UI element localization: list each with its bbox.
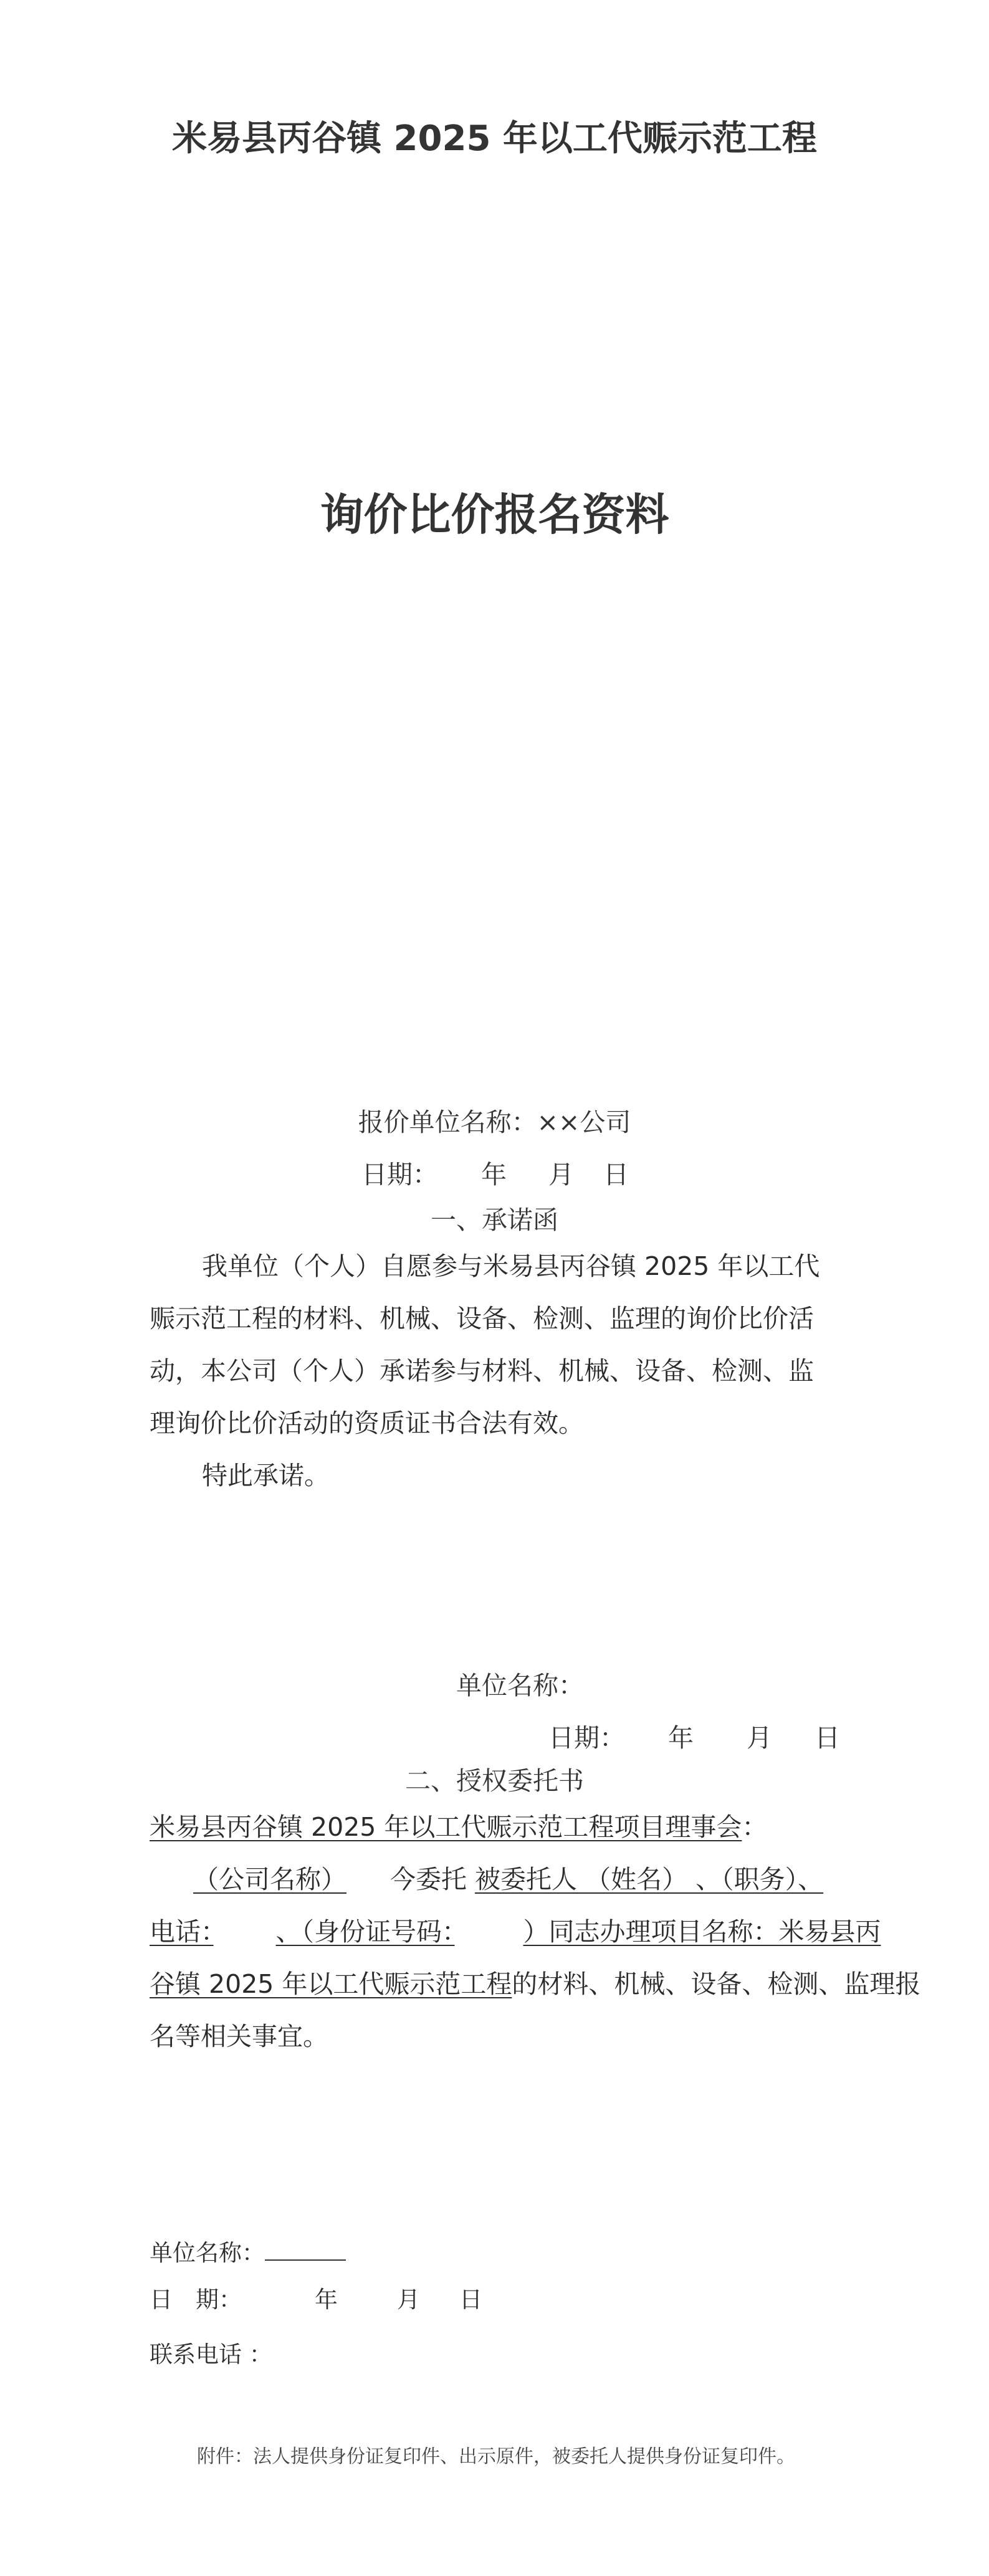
authorization-unit-row [150,2234,346,2268]
authorization-date-year: 年 [315,2286,338,2313]
commitment-heading: 一、承诺函 [431,1205,558,1235]
project-title: 米易县丙谷镇 2025 年以工代赈示范工程 [172,118,817,159]
commitment-para-line-2: 赈示范工程的材料、机械、设备、检测、监理的询价比价活 [150,1304,814,1333]
commitment-date-month: 月 [747,1723,772,1753]
bidder-unit-name: 报价单位名称：××公司 [358,1107,631,1137]
authorization-line-1 [150,1853,823,1906]
addressee-name: 米易县丙谷镇 2025 年以工代赈示范工程项目理事会 [150,1812,742,1842]
attachment-note: 附件：法人提供身份证复印件、出示原件，被委托人提供身份证复印件。 [197,2446,795,2468]
authorization-date-month: 月 [397,2286,420,2313]
commitment-para-line-3: 动，本公司（个人）承诺参与材料、机械、设备、检测、监 [150,1356,814,1386]
agent-info-blank: 被委托人 （姓名） 、（职务）、 [475,1864,824,1894]
authorization-line-3 [150,1958,920,2010]
unit-name-blank [265,2238,346,2261]
authorization-heading: 二、授权委托书 [405,1766,584,1796]
document-title: 询价比价报名资料 [320,489,669,540]
authorization-addressee [150,1801,767,1853]
cover-date-label: 日期： [361,1160,438,1190]
project-name-part-a: 米易县丙 [778,1917,881,1947]
authorization-line-2 [150,1906,881,1958]
authorization-phone-label: 联系电话 ： [150,2341,272,2368]
cover-date-month: 月 [548,1160,574,1190]
company-name-blank: （公司名称） [193,1864,346,1894]
id-close-text: ）同志办理项目名称： [523,1917,779,1947]
cover-date-day: 日 [603,1160,629,1190]
commitment-para-line-4: 理询价比价活动的资质证书合法有效。 [150,1408,584,1438]
entrust-text: 今委托 [390,1864,467,1894]
commitment-date-day: 日 [815,1723,840,1753]
authorization-date-day: 日 [459,2286,482,2313]
commitment-para-line-1: 我单位（个人）自愿参与米易县丙谷镇 2025 年以工代 [202,1251,820,1281]
commitment-date-year: 年 [668,1723,694,1753]
cover-date-year: 年 [481,1160,507,1190]
authorization-unit-label: 单位名称： [150,2240,265,2266]
commitment-unit-label: 单位名称： [456,1671,584,1701]
project-name-part-b: 谷镇 2025 年以工代赈示范工程 [150,1969,512,1999]
id-number-blank: 、（身份证号码： [275,1917,455,1947]
commitment-closing: 特此承诺。 [202,1461,330,1491]
commitment-date-label: 日期： [548,1723,625,1753]
addressee-colon: ： [742,1812,768,1842]
scope-text: 的材料、机械、设备、检测、监理报 [512,1969,921,1999]
authorization-line-4: 名等相关事宜。 [150,2021,328,2051]
authorization-date-label: 日 期： [150,2286,242,2313]
phone-blank: 电话： [150,1917,214,1947]
